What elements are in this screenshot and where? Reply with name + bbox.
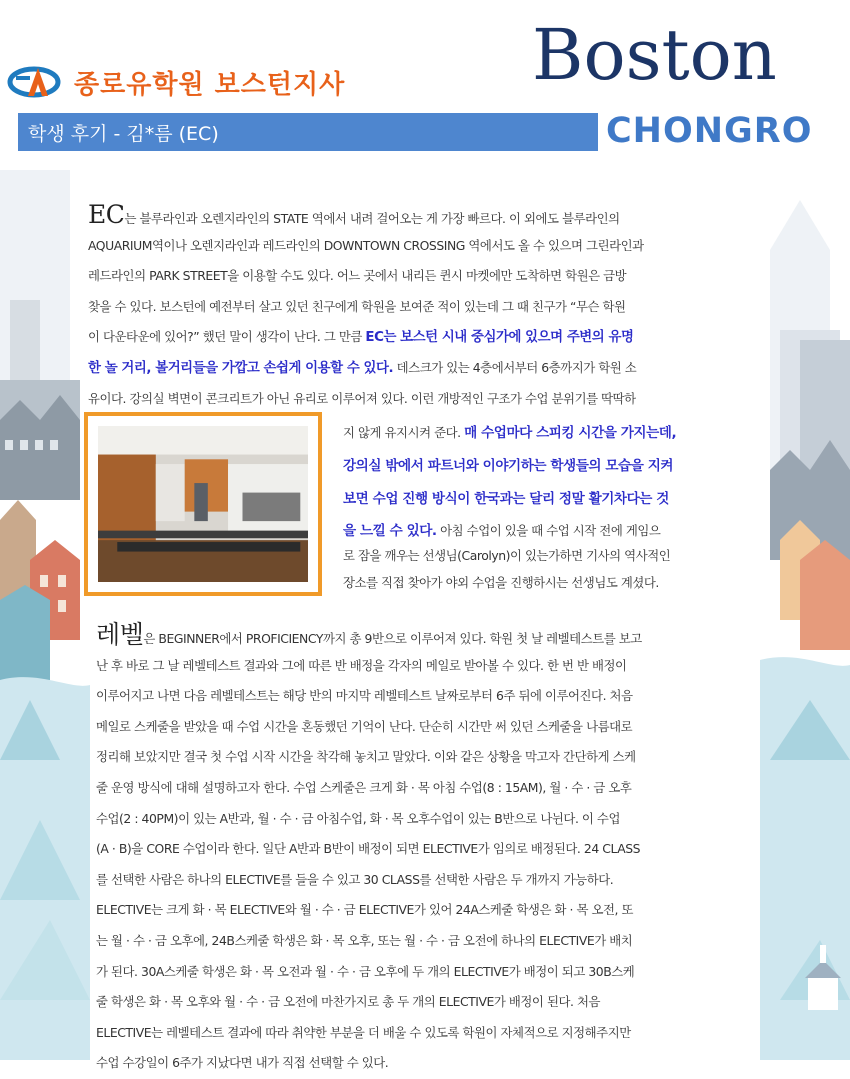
highlight-text: 강의실 밖에서 파트너와 이야기하는 학생들의 모습을 지켜 [343, 458, 674, 474]
section2-line: 메일로 스케줄을 받았을 때 수업 시간을 혼동했던 기억이 난다. 단순히 시간만 써 있던 스케줄을 나름대로 [96, 718, 633, 734]
section1-paragraph [88, 200, 644, 414]
classroom-photo-image [98, 426, 308, 582]
logo[interactable] [8, 62, 345, 102]
section1-line: 지 않게 유지시켜 준다. 매 수업마다 스피킹 시간을 가지는데, [343, 425, 677, 441]
highlight-text: 한 놀 거리, 볼거리들을 가깝고 손쉽게 이용할 수 있다. [88, 360, 394, 376]
brand-chongro: CHONGRO [606, 111, 813, 151]
section2-line: 를 선택한 사람은 하나의 ELECTIVE를 들을 수 있고 30 CLASS를 선택한 사람은 두 개까지 가능하다. [96, 871, 614, 887]
section2-line: 수업(2 : 40PM)이 있는 A반과, 월 · 수 · 금 아침수업, 화 · 목 오후수업이 있는 B반으로 나뉜다. 이 수업 [96, 810, 620, 826]
brand-boston: Boston [532, 14, 777, 96]
section1-lead: EC [88, 200, 125, 229]
section2-line: 난 후 바로 그 날 레벨테스트 결과와 그에 따른 반 배정을 각자의 메일로 받아볼 수 있다. 한 번 반 배정이 [96, 657, 627, 673]
section2-line: 이루어지고 나면 다음 레벨테스트는 해당 반의 마지막 레벨테스트 날짜로부터 6주 뒤에 이루어진다. 처음 [96, 688, 633, 704]
section1-line: 레드라인의 PARK STREET을 이용할 수도 있다. 어느 곳에서 내리든 퀸시 마켓에만 도착하면 학원은 금방 [88, 268, 627, 284]
section1-line: 유이다. 강의실 벽면이 콘크리트가 아닌 유리로 이루어져 있다. 이런 개방적인 구조가 수업 분위기를 딱딱하 [88, 390, 636, 406]
section1-line: 이 다운타운에 있어?” 했던 말이 생각이 난다. 그 만큼 EC는 보스턴 시내 중심가에 있으며 주변의 유명 [88, 329, 634, 346]
page-title: 학생 후기 - 김*름 (EC) [28, 123, 219, 145]
section1-line [343, 482, 676, 515]
section1-line [343, 449, 676, 482]
section1-line: EC는 블루라인과 오렌지라인의 STATE 역에서 내려 걸어오는 게 가장 빠르다. 이 외에도 블루라인의 [88, 200, 620, 229]
section1-line: 한 놀 거리, 볼거리들을 가깝고 손쉽게 이용할 수 있다. 데스크가 있는 4층에서부터 6층까지가 학원 소 [88, 359, 637, 376]
section2-lead: 레벨 [96, 620, 144, 649]
section2-line: 줄 운영 방식에 대해 설명하고자 한다. 수업 스케줄은 크게 화 · 목 아침 수업(8 : 15AM), 월 · 수 · 금 오후 [96, 779, 632, 795]
section2-line: 가 된다. 30A스케줄 학생은 화 · 목 오전과 월 · 수 · 금 오후에 두 개의 ELECTIVE가 배정이 되고 30B스케 [96, 963, 635, 979]
section1-line: 찾을 수 있다. 보스턴에 예전부터 살고 있던 친구에게 학원을 보여준 적이 있는데 그 때 친구가 “무슨 학원 [88, 298, 626, 314]
section2-line: ELECTIVE는 레벨테스트 결과에 따라 취약한 부분을 더 배울 수 있도록 학원이 자체적으로 지정해주지만 [96, 1024, 631, 1040]
section1-line: 장소를 직접 찾아가 야외 수업을 진행하시는 선생님도 계셨다. [343, 575, 659, 590]
section1-side-paragraph [343, 416, 676, 596]
highlight-text: 매 수업마다 스피킹 시간을 가지는데, [464, 425, 677, 441]
section1-line: 로 잠을 깨우는 선생님(Carolyn)이 있는가하면 기사의 역사적인 [343, 548, 671, 563]
section2-paragraph [96, 620, 642, 1079]
section1-line: AQUARIUM역이나 오렌지라인과 레드라인의 DOWNTOWN CROSSING 역에서도 올 수 있으며 그린라인과 [88, 237, 644, 253]
section2-line: 줄 학생은 화 · 목 오후와 월 · 수 · 금 오전에 마찬가지로 총 두 개의 ELECTIVE가 배정이 된다. 처음 [96, 994, 600, 1010]
section2-line: 정리해 보았지만 결국 첫 수업 시작 시간을 착각해 놓치고 말았다. 이와 같은 상황을 막고자 간단하게 스케 [96, 749, 636, 765]
section2-line: 수업 수강일이 6주가 지났다면 내가 직접 선택할 수 있다. [96, 1055, 389, 1071]
section2-line: 는 월 · 수 · 금 오후에, 24B스케줄 학생은 화 · 목 오후, 또는 월 · 수 · 금 오전에 하나의 ELECTIVE가 배치 [96, 932, 633, 948]
highlight-text: EC는 보스턴 시내 중심가에 있으며 주변의 유명 [365, 330, 634, 346]
classroom-photo [84, 412, 322, 596]
section1-line: 을 느낄 수 있다. 아침 수업이 있을 때 수업 시작 전에 게임으 [343, 523, 661, 539]
chongro-logo-icon [8, 62, 66, 102]
section2-line: 레벨은 BEGINNER에서 PROFICIENCY까지 총 9반으로 이루어져 있다. 학원 첫 날 레벨테스트를 보고 [96, 620, 642, 649]
section2-line: (A · B)을 CORE 수업이라 한다. 일단 A반과 B반이 배정이 되면 ELECTIVE가 임의로 배정된다. 24 CLASS [96, 841, 641, 857]
highlight-text: 보면 수업 진행 방식이 한국과는 달리 정말 활기차다는 것 [343, 491, 669, 507]
section2-line: ELECTIVE는 크게 화 · 목 ELECTIVE와 월 · 수 · 금 ELECTIVE가 있어 24A스케줄 학생은 화 · 목 오전, 또 [96, 902, 633, 918]
logo-text: 종로유학원 보스턴지사 [74, 69, 346, 100]
highlight-text: 을 느낄 수 있다. [343, 523, 437, 539]
